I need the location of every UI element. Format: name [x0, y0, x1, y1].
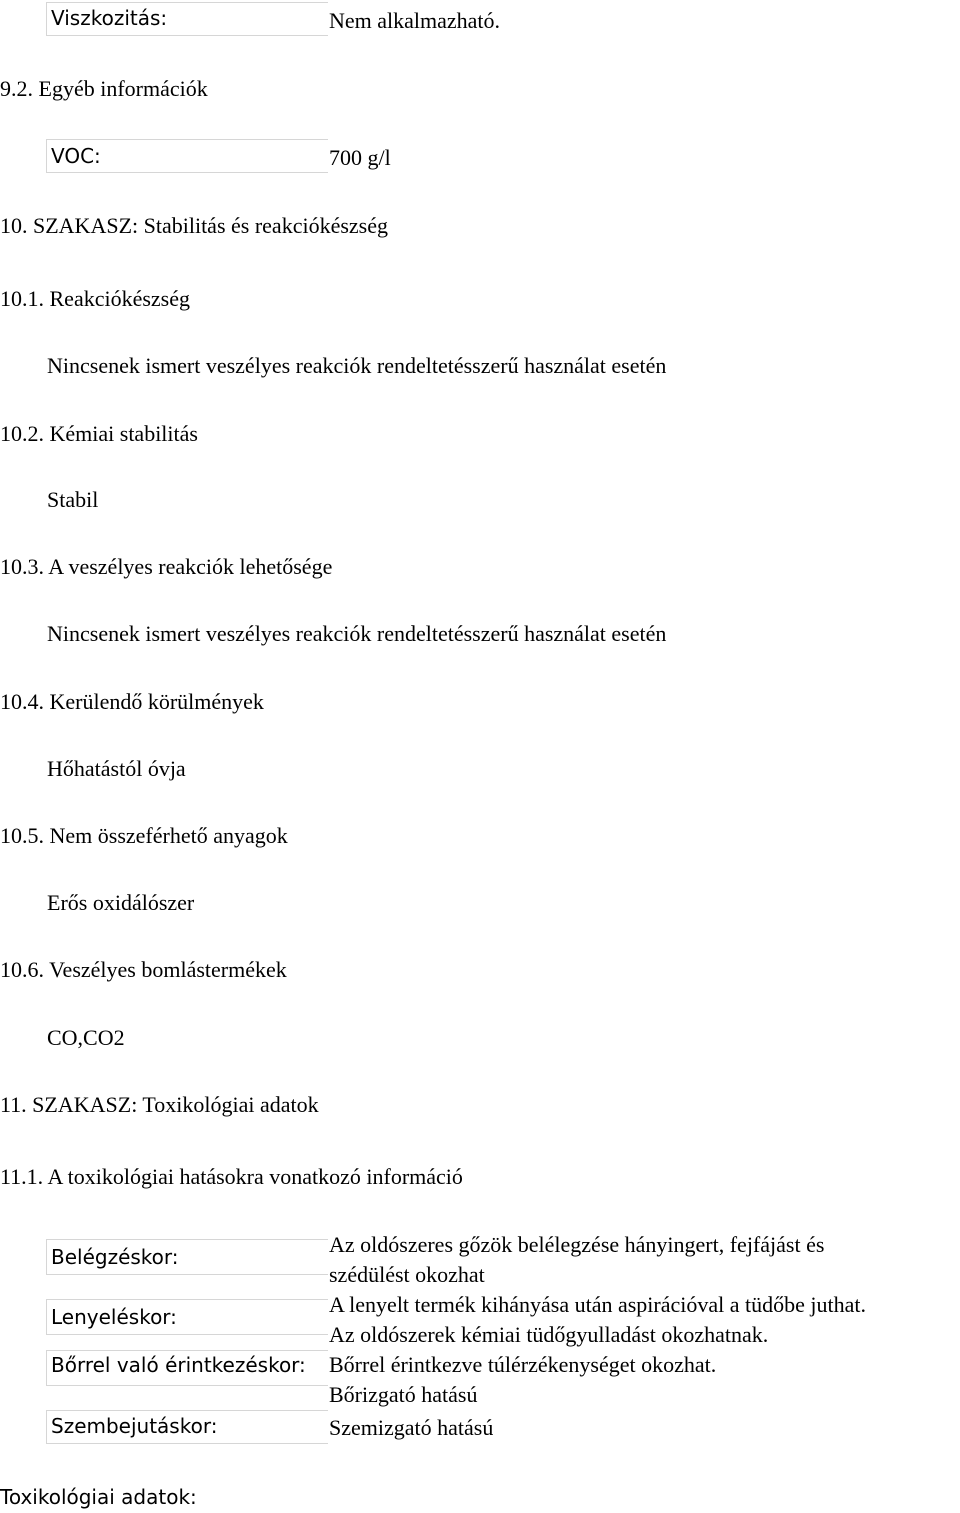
subsection-heading: 10.1. Reakciókészség — [0, 286, 190, 311]
other-info-heading: 9.2. Egyéb információk — [0, 76, 208, 101]
ingestion-text: A lenyelt termék kihányása után aspirációval a tüdőbe juthat. — [329, 1292, 866, 1317]
skin-contact-text: Bőrizgató hatású — [329, 1382, 478, 1407]
subsection-heading: 10.6. Veszélyes bomlástermékek — [0, 957, 287, 982]
subsection-text: Nincsenek ismert veszélyes reakciók rendeltetésszerű használat esetén — [47, 621, 667, 646]
subsection-text: Hőhatástól óvja — [47, 756, 186, 781]
viscosity-label: Viszkozitás: — [51, 6, 168, 30]
section-11-subheading: 11.1. A toxikológiai hatásokra vonatkozó információ — [0, 1164, 463, 1189]
skin-contact-text: Bőrrel érintkezve túlérzékenységet okozhat. — [329, 1352, 717, 1377]
section-10-heading: 10. SZAKASZ: Stabilitás és reakciókészség — [0, 213, 388, 238]
subsection-text: Erős oxidálószer — [47, 890, 195, 915]
voc-value: 700 g/l — [329, 145, 391, 170]
toxicological-data-label: Toxikológiai adatok: — [0, 1485, 197, 1509]
inhalation-label: Belégzéskor: — [51, 1245, 179, 1269]
ingestion-label: Lenyeléskor: — [51, 1305, 177, 1329]
section-11-heading: 11. SZAKASZ: Toxikológiai adatok — [0, 1092, 319, 1117]
inhalation-text: Az oldószeres gőzök belélegzése hányingert, fejfájást és — [329, 1232, 825, 1257]
skin-contact-label: Bőrrel való érintkezéskor: — [51, 1353, 306, 1377]
voc-label: VOC: — [51, 144, 101, 168]
ingestion-text: Az oldószerek kémiai tüdőgyulladást okozhatnak. — [329, 1322, 769, 1347]
subsection-text: CO,CO2 — [47, 1025, 125, 1050]
viscosity-value: Nem alkalmazható. — [329, 8, 501, 33]
subsection-heading: 10.5. Nem összeférhető anyagok — [0, 823, 288, 848]
subsection-heading: 10.4. Kerülendő körülmények — [0, 689, 264, 714]
inhalation-text: szédülést okozhat — [329, 1262, 485, 1287]
subsection-text: Stabil — [47, 487, 99, 512]
subsection-heading: 10.3. A veszélyes reakciók lehetősége — [0, 554, 333, 579]
eye-contact-label: Szembejutáskor: — [51, 1414, 218, 1438]
eye-contact-text: Szemizgató hatású — [329, 1415, 494, 1440]
subsection-text: Nincsenek ismert veszélyes reakciók rendeltetésszerű használat esetén — [47, 353, 667, 378]
subsection-heading: 10.2. Kémiai stabilitás — [0, 421, 198, 446]
